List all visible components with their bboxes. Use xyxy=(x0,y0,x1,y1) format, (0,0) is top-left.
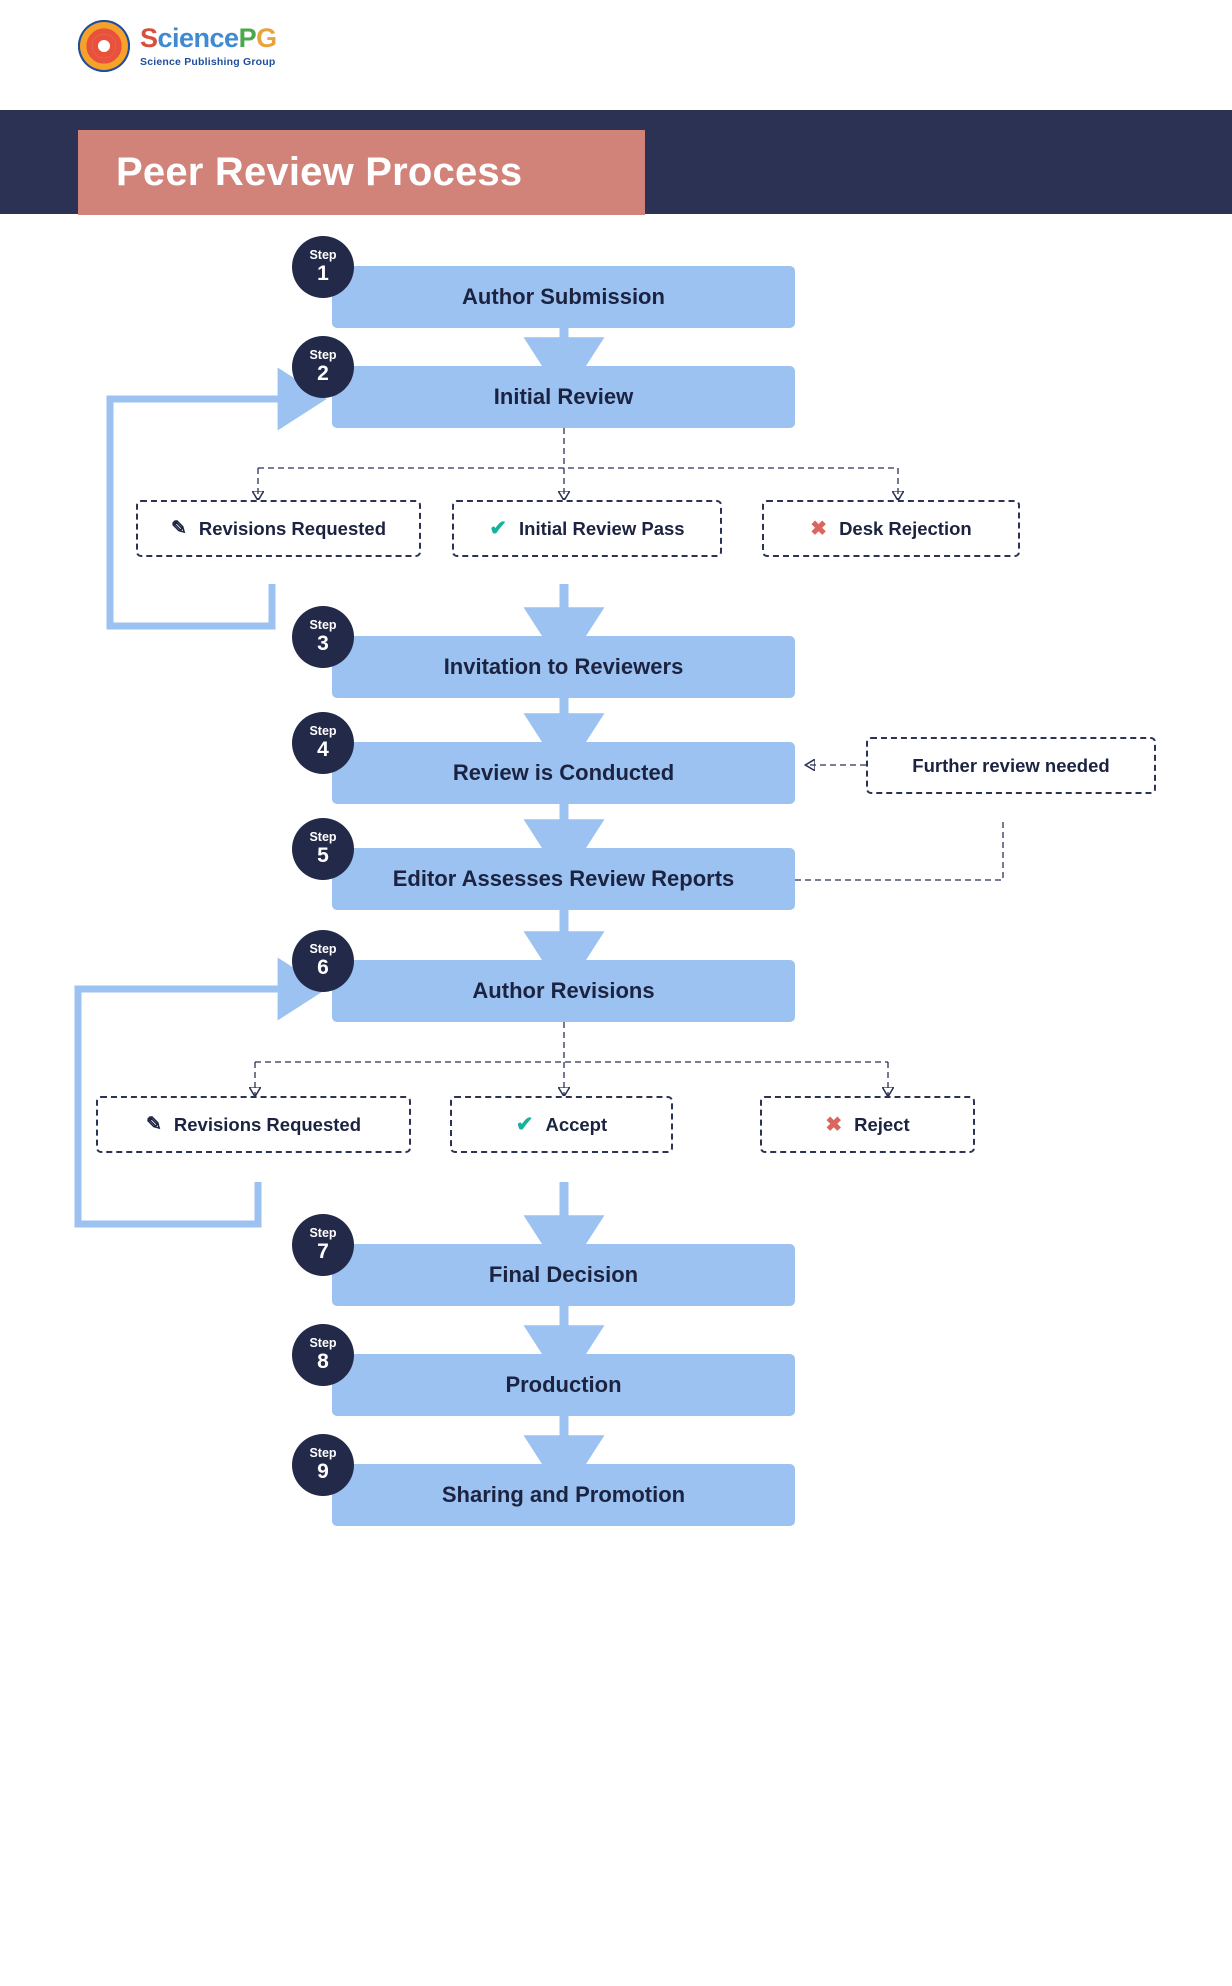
decision-accept[interactable] xyxy=(450,1096,673,1153)
step-badge-number-9: 9 xyxy=(317,1459,329,1483)
page-title: Peer Review Process xyxy=(116,150,523,194)
pen-icon: ✎ xyxy=(170,518,187,539)
note-further-review-needed[interactable] xyxy=(866,737,1156,794)
step-box-8[interactable] xyxy=(332,1354,795,1416)
step-badge-3 xyxy=(292,606,354,668)
check-icon: ✔ xyxy=(515,1113,534,1136)
title-band xyxy=(0,110,1232,214)
step-badge-number-3: 3 xyxy=(317,631,329,655)
decision-revisions-requested-2[interactable] xyxy=(96,1096,411,1153)
decision-label: Reject xyxy=(854,1113,910,1135)
step-badge-number-2: 2 xyxy=(317,361,329,385)
step-badge-word-3: Step xyxy=(309,618,337,633)
step-badge-word-4: Step xyxy=(309,724,337,739)
step-badge-number-6: 6 xyxy=(317,955,329,979)
cross-icon: ✖ xyxy=(810,517,828,540)
step-label-5: Editor Assesses Review Reports xyxy=(392,866,735,891)
step-label-4: Review is Conducted xyxy=(452,760,675,785)
step-badge-word-8: Step xyxy=(309,1336,337,1351)
sciencepg-logo-icon xyxy=(78,20,130,72)
step-badge-8 xyxy=(292,1324,354,1386)
step-badge-number-1: 1 xyxy=(317,261,329,285)
page-title-box xyxy=(78,130,645,215)
pen-icon: ✎ xyxy=(145,1114,162,1135)
step-box-5[interactable] xyxy=(332,848,795,910)
check-icon: ✔ xyxy=(489,517,508,540)
brand-tagline: Science Publishing Group xyxy=(140,55,276,68)
step-box-1[interactable] xyxy=(332,266,795,328)
step-box-4[interactable] xyxy=(332,742,795,804)
note-label: Further review needed xyxy=(912,754,1110,776)
step-badge-word-5: Step xyxy=(309,830,337,845)
step-badge-number-4: 4 xyxy=(317,737,329,761)
step-badge-number-8: 8 xyxy=(317,1349,329,1373)
step-badge-word-1: Step xyxy=(309,248,337,263)
step-badge-7 xyxy=(292,1214,354,1276)
step-badge-6 xyxy=(292,930,354,992)
decision-label: Revisions Requested xyxy=(198,517,387,539)
step-label-1: Author Submission xyxy=(462,284,665,309)
step-badge-9 xyxy=(292,1434,354,1496)
step-badge-2 xyxy=(292,336,354,398)
step-badge-word-2: Step xyxy=(309,348,337,363)
step-badge-word-7: Step xyxy=(309,1226,337,1241)
step-box-3[interactable] xyxy=(332,636,795,698)
decision-initial-review-pass[interactable] xyxy=(452,500,722,557)
step-badge-word-9: Step xyxy=(309,1446,337,1461)
cross-icon: ✖ xyxy=(825,1113,843,1136)
step-box-9[interactable] xyxy=(332,1464,795,1526)
decision-label: Accept xyxy=(545,1113,608,1135)
step-badge-1 xyxy=(292,236,354,298)
step-badge-4 xyxy=(292,712,354,774)
brand-logo[interactable] xyxy=(78,20,277,72)
decision-revisions-requested-1[interactable] xyxy=(136,500,421,557)
step-badge-word-6: Step xyxy=(309,942,337,957)
brand-name: SciencePG xyxy=(140,22,277,53)
step-box-7[interactable] xyxy=(332,1244,795,1306)
step-badge-number-7: 7 xyxy=(317,1239,329,1263)
decision-reject[interactable] xyxy=(760,1096,975,1153)
decision-label: Initial Review Pass xyxy=(519,517,685,539)
logo-bar xyxy=(0,0,1232,110)
step-box-6[interactable] xyxy=(332,960,795,1022)
step-label-6: Author Revisions xyxy=(472,978,655,1003)
decision-label: Desk Rejection xyxy=(839,517,972,539)
step-badge-5 xyxy=(292,818,354,880)
flowchart-canvas xyxy=(0,214,1232,1986)
step-label-7: Final Decision xyxy=(488,1262,639,1287)
step-badge-number-5: 5 xyxy=(317,843,329,867)
step-label-3: Invitation to Reviewers xyxy=(443,654,684,679)
decision-desk-rejection[interactable] xyxy=(762,500,1020,557)
step-label-8: Production xyxy=(505,1372,622,1397)
step-label-2: Initial Review xyxy=(493,384,634,409)
brand-text xyxy=(140,22,277,68)
step-label-9: Sharing and Promotion xyxy=(441,1482,686,1507)
decision-label: Revisions Requested xyxy=(173,1113,362,1135)
step-box-2[interactable] xyxy=(332,366,795,428)
